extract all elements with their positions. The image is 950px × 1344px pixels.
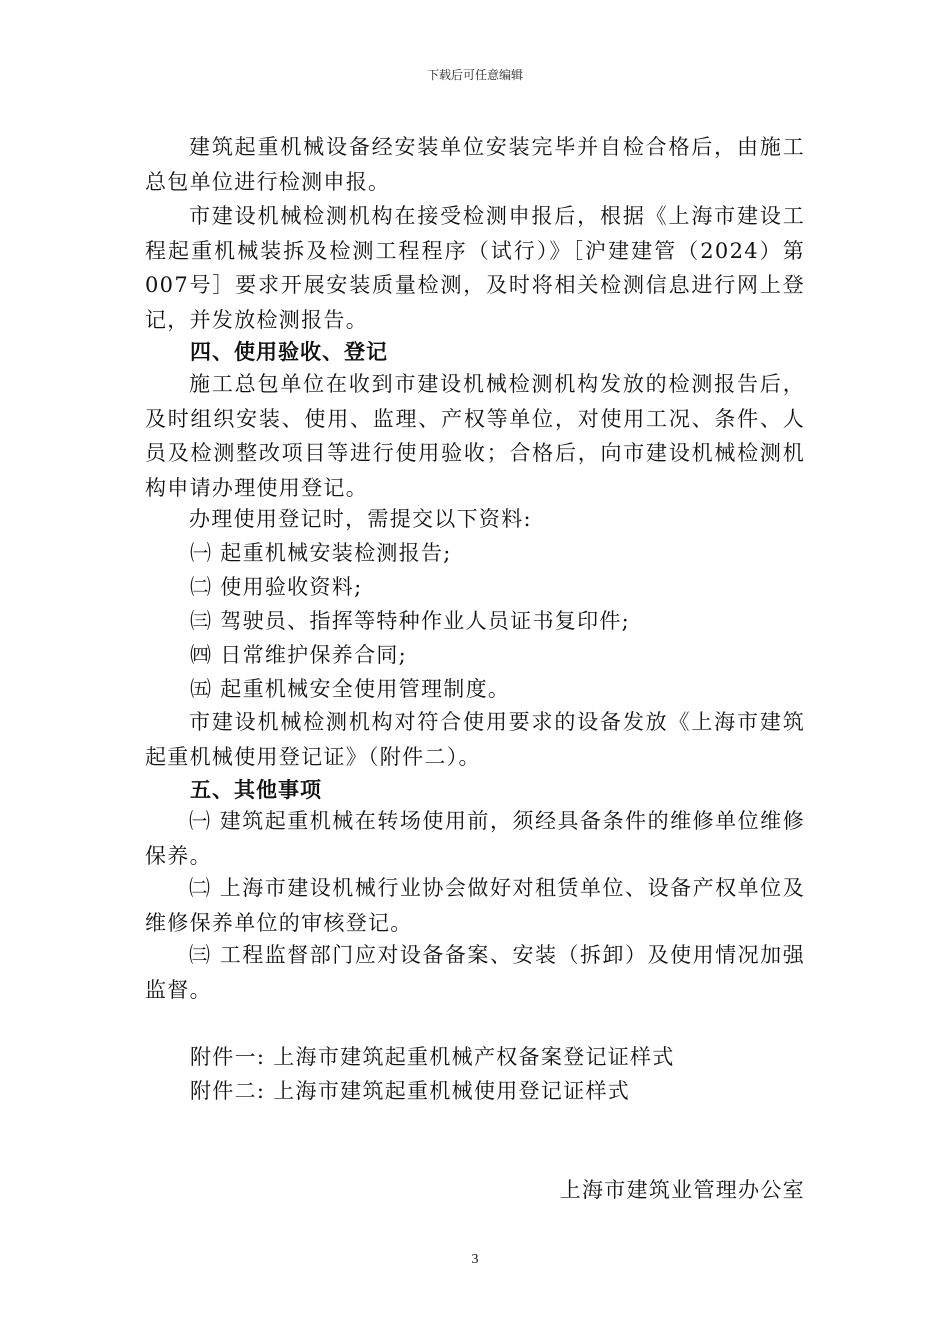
page-number: 3 [471, 1252, 479, 1267]
list-item: ㈠ 起重机械安装检测报告; [190, 541, 452, 565]
paragraph-install-selfcheck: 建筑起重机械设备经安装单位安装完毕并自检合格后，由施工总包单位进行检测申报。 [145, 135, 805, 194]
page-header: 下载后可任意编辑 [426, 68, 523, 82]
paragraph-inspection-report: 市建设机械检测机构在接受检测申报后，根据《上海市建设工程起重机械装拆及检测工程程序（试行）》［沪建建管（2024）第007号］要求开展安装质量检测，及时将相关检测信息进行网上登记，并发放检测报告。 [145, 204, 805, 332]
paragraph-use-acceptance: 施工总包单位在收到市建设机械检测机构发放的检测报告后，及时组织安装、使用、监理、产权等单位，对使用工况、条件、人员及检测整改项目等进行使用验收；合格后，向市建设机械检测机构申请办理使用登记。 [145, 372, 805, 500]
list-item: ㈢ 驾驶员、指挥等特种作业人员证书复印件; [190, 609, 631, 633]
list-item: ㈣ 日常维护保养合同; [190, 643, 408, 667]
list-item: ㈤ 起重机械安全使用管理制度。 [190, 677, 511, 701]
section-heading-5: 五、其他事项 [190, 778, 322, 802]
signature-office: 上海市建筑业管理办公室 [559, 1178, 805, 1202]
attachment-two: 附件二: 上海市建筑起重机械使用登记证样式 [190, 1079, 631, 1103]
section-heading-4: 四、使用验收、登记 [190, 340, 388, 364]
paragraph-registration-cert: 市建设机械检测机构对符合使用要求的设备发放《上海市建筑起重机械使用登记证》（附件二）。 [145, 710, 805, 769]
list-item: ㈡ 使用验收资料; [190, 575, 363, 599]
paragraph-required-docs: 办理使用登记时，需提交以下资料: [189, 507, 532, 531]
attachment-one: 附件一: 上海市建筑起重机械产权备案登记证样式 [190, 1045, 675, 1069]
paragraph-other-3: ㈢ 工程监督部门应对设备备案、安装（拆卸）及使用情况加强监督。 [145, 943, 805, 1002]
paragraph-other-2: ㈡ 上海市建设机械行业协会做好对租赁单位、设备产权单位及维修保养单位的审核登记。 [145, 876, 805, 935]
paragraph-other-1: ㈠ 建筑起重机械在转场使用前，须经具备条件的维修单位维修保养。 [145, 809, 805, 868]
